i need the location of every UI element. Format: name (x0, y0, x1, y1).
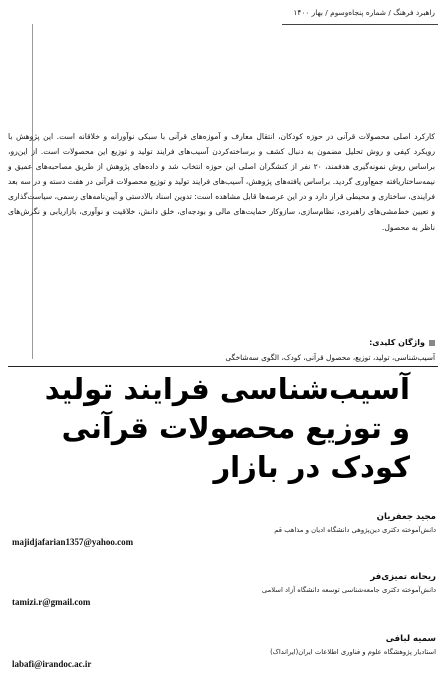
article-title (30, 370, 410, 487)
author-name: ریحانه تمیزی‌فر (370, 572, 436, 582)
keywords-heading (100, 338, 435, 347)
header-rule (282, 24, 438, 25)
author-affiliation: دانش‌آموخته دکتری دین‌پژوهی دانشگاه ادیان و مذاهب قم (274, 526, 436, 534)
title-line-3: کودک در بازار (213, 450, 410, 484)
keywords-heading-label: واژگان کلیدی: (369, 338, 425, 347)
author-2 (12, 570, 436, 608)
running-header: راهبرد فرهنگ / شماره پنجاه‌وسوم / بهار ۱۴۰۰ (293, 8, 435, 17)
author-email: majidjafarian1357@yahoo.com (12, 537, 134, 547)
author-name: سمیه لبافی (385, 634, 436, 644)
author-1 (12, 510, 436, 548)
author-3 (12, 632, 436, 670)
abstract-text: کارکرد اصلی محصولات قرآنی در حوزه کودکان، انتقال معارف و آموزه‌های قرآنی با سبکی نوآورانه و خلاقانه است. این پژوهش با رویکرد کیفی و روش تحلیل مضمون به دنبال کشف و برساخته‌کردن آسیب‌های فرایند تولید و توزیع این محصولات است. از این‌رو، براساس روش نمونه‌گیری هدفمند، ۲۰ نفر از کنشگران اصلی این حوزه انتخاب شد و داده‌های پژوهش از طریق مصاحبه‌های عمیق و نیمه‌ساختاریافته جمع‌آوری گردید. براساس یافته‌های پژوهش، آسیب‌های فرایند تولید و توزیع محصولات قرآنی در هفت دسته و در سه بعد فرایندی، ساختاری و محیطی قرار دارد و در این عرصه‌ها قابل مشاهده است: تدوین اسناد بالادستی و آیین‌نامه‌های رسمی، سیاست‌گذاری و تعیین خط‌مشی‌های راهبردی، نظام‌سازی، سازوکار حمایت‌های مالی و بودجه‌ای، خلق دانش، خلاقیت و نوآوری، بازاریابی و نگرش‌های ناظر به محصول. (8, 132, 435, 232)
author-name: مجید جعفریان (376, 512, 436, 522)
title-line-1: آسیب‌شناسی فرایند تولید (44, 372, 410, 406)
abstract (8, 129, 435, 235)
square-bullet-icon (429, 340, 435, 346)
author-email: labafi@irandoc.ac.ir (12, 659, 92, 669)
title-line-2: و توزیع محصولات قرآنی (61, 411, 410, 445)
author-affiliation: دانش‌آموخته دکتری جامعه‌شناسی توسعه دانشگاه آزاد اسلامی (261, 586, 436, 594)
keywords-list: آسیب‌شناسی، تولید، توزیع، محصول قرآنی، کودک، الگوی سه‌شاخگی (225, 353, 435, 362)
author-affiliation: استادیار پژوهشگاه علوم و فناوری اطلاعات ایران(ایرانداک) (270, 648, 436, 656)
author-email: tamizi.r@gmail.com (12, 597, 91, 607)
keywords-rule (8, 366, 438, 367)
